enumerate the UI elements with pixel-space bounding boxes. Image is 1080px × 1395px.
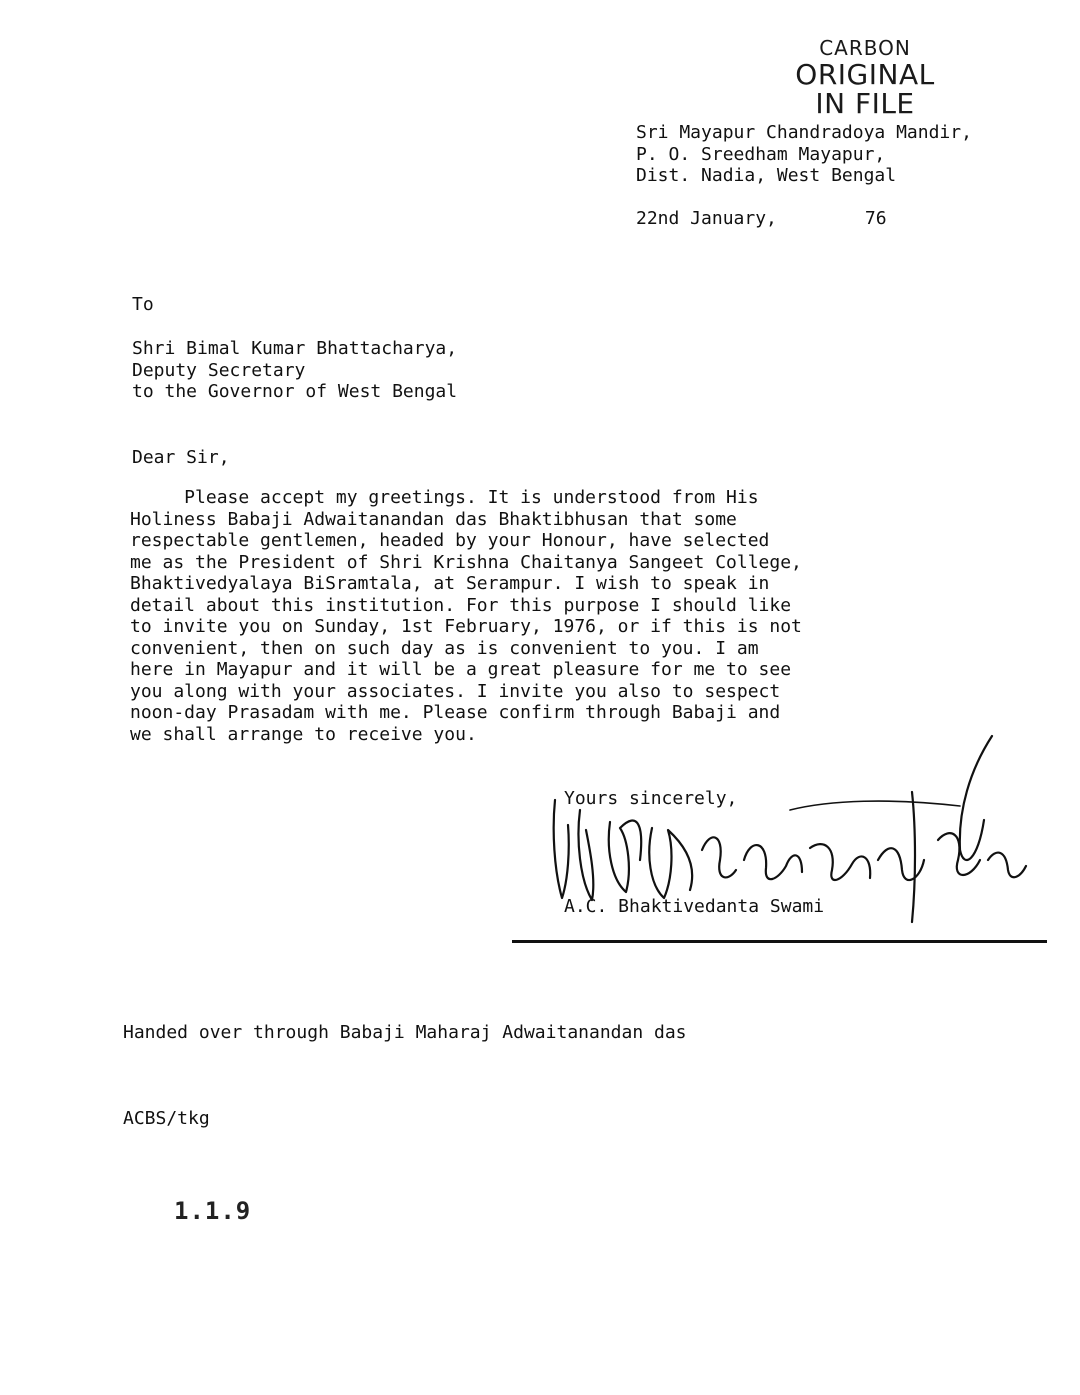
body-line: to invite you on Sunday, 1st February, 1976, or if this is not (130, 616, 802, 637)
address-line-2: P. O. Sreedham Mayapur, (636, 143, 886, 165)
stamp-line-carbon: CARBON (819, 36, 911, 60)
archive-page-mark: 1.1.9 (174, 1197, 252, 1225)
to-label: To (132, 294, 154, 315)
stamp-line-in-file: IN FILE (815, 87, 915, 120)
closing: Yours sincerely, (564, 788, 738, 809)
reference-initials: ACBS/tkg (123, 1108, 210, 1129)
recipient-name: Shri Bimal Kumar Bhattacharya, (132, 338, 458, 359)
body-line: respectable gentlemen, headed by your Honour, have selected (130, 530, 770, 551)
body-line: me as the President of Shri Krishna Chaitanya Sangeet College, (130, 551, 802, 573)
body-line: convenient, then on such day as is convenient to you. I am (130, 637, 759, 659)
recipient-block (132, 338, 457, 403)
body-line: you along with your associates. I invite you also to sespect (130, 680, 781, 702)
letter-date (636, 208, 887, 230)
signer-name: A.C. Bhaktivedanta Swami (564, 896, 825, 917)
sender-address (636, 122, 972, 187)
body-line: we shall arrange to receive you. (130, 723, 477, 745)
salutation: Dear Sir, (132, 447, 230, 468)
body-line: Bhaktivedyalaya BiSramtala, at Serampur. I wish to speak in (130, 573, 770, 594)
body-line: Holiness Babaji Adwaitanandan das Bhaktibhusan that some (130, 508, 737, 530)
body-line: noon-day Prasadam with me. Please confirm through Babaji and (130, 702, 781, 723)
carbon-original-stamp (790, 38, 940, 118)
date-day-month: 22nd January, (636, 208, 777, 229)
stamp-line-original: ORIGINAL (795, 58, 935, 91)
date-year: 76 (864, 208, 887, 229)
address-line-1: Sri Mayapur Chandradoya Mandir, (636, 122, 972, 143)
letter-body (130, 487, 802, 745)
body-line: detail about this institution. For this purpose I should like (130, 594, 792, 616)
handed-over-note: Handed over through Babaji Maharaj Adwaitanandan das (123, 1022, 687, 1043)
signature-underline (512, 940, 1047, 943)
address-line-3: Dist. Nadia, West Bengal (636, 165, 897, 186)
body-line: here in Mayapur and it will be a great pleasure for me to see (130, 659, 792, 680)
body-line: Please accept my greetings. It is understood from His (130, 487, 759, 508)
recipient-title: Deputy Secretary (132, 359, 306, 381)
recipient-office: to the Governor of West Bengal (132, 381, 458, 402)
